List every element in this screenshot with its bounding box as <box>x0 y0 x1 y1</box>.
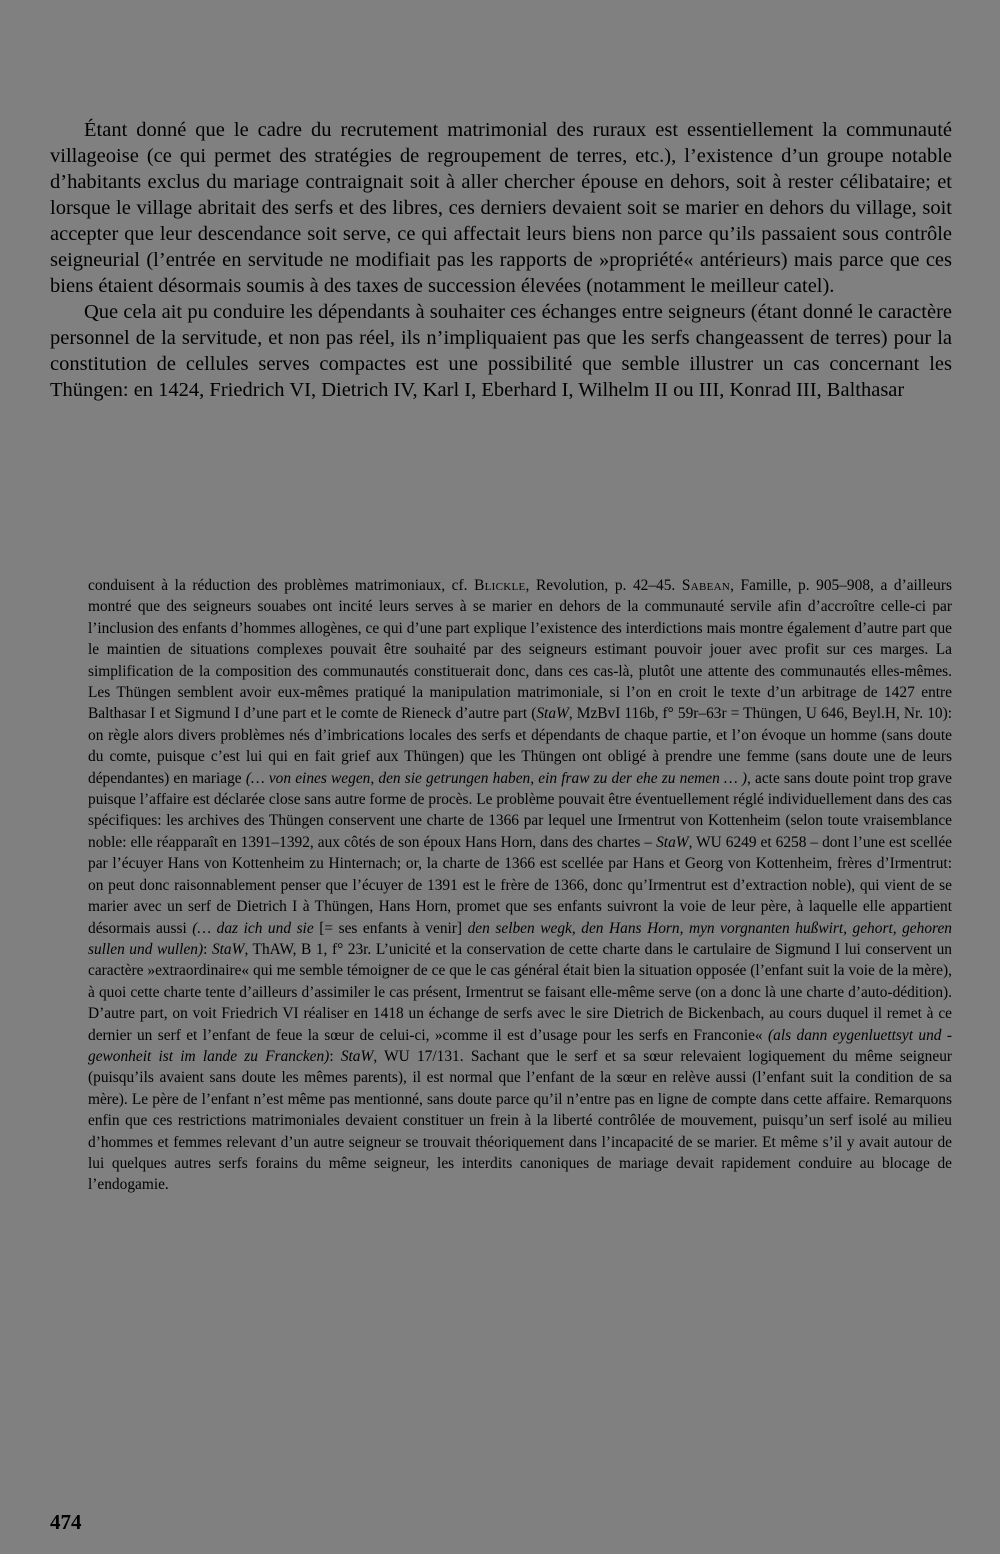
page-number: 474 <box>50 1510 82 1534</box>
footnote-segment: : <box>203 940 212 958</box>
footnote-segment: conduisent à la réduction des problèmes matrimoniaux, cf. <box>88 577 468 594</box>
footnote-segment: , MzBvI 116b, f° 59r–63r = Thüngen, U 646, Beyl.H, Nr. 10): on règle alors divers problèmes nés d’imbrications locales des serfs et dépendants de chaque partie, et l’on évoque un homme (sans doute du comte, puisque c’est lui qui en fait grief aux Thüngen) que les Thüngen ont obligé à prendre une femme (sans doute une de leurs dépendantes) en mariage <box>88 705 952 787</box>
main-paragraph-1: Étant donné que le cadre du recrutement matrimonial des ruraux est essentiellement la communauté villageoise (ce qui permet des stratégies de regroupement de terres, etc.), l’existence d’un groupe notable d’habitants exclus du mariage contraignait soit à aller chercher épouse en dehors, soit à rester célibataire; et lorsque le village abritait des serfs et des libres, ces derniers devaient soit se marier en dehors du village, soit accepter que leur descendance soit serve, ce qui affectait leurs biens non parce qu’ils passaient sous contrôle seigneurial (l’entrée en servitude ne modifiait pas les rapports de »propriété« antérieurs) mais parce que ces biens étaient désormais soumis à des taxes de succession élevées (notamment le meilleur catel). <box>50 119 952 297</box>
author-name: Sabean <box>681 577 731 594</box>
main-paragraph-2: Que cela ait pu conduire les dépendants à souhaiter ces échanges entre seigneurs (étant donné le caractère personnel de la servitude, et non pas réel, ils n’impliquaient pas que les serfs changeassent de terres) pour la constitution de cellules serves compactes est une possibilité que semble illustrer un cas concernant les Thüngen: en 1424, Friedrich VI, Dietrich IV, Karl I, Eberhard I, Wilhelm II ou III, Konrad III, Balthasar <box>50 301 952 401</box>
footnote-segment: : <box>329 1047 341 1065</box>
footnote-segment: , Famille, p. 905–908, a d’ailleurs montré que des seigneurs souabes ont incité leurs serves à se marier en dehors de la communauté servile afin d’accroître celle-ci par l’inclusion des enfants d’hommes allogènes, ce qui d’une part explique l’existence des interdictions mais montre également d’autre part que le maintien de situations complexes pouvait être souhaité par des seigneurs estimant pouvoir jouer avec profit sur ces marges. La simplification de la composition des communautés constituerait donc, dans ces cas-là, plutôt une attente des communautés elles-mêmes. Les Thüngen semblent avoir eux-mêmes pratiqué la manipulation matrimoniale, si l’on en croit le texte d’un arbitrage de 1427 entre Balthasar I et Sigmund I d’une part et le comte de Rieneck d’autre part ( <box>88 577 952 723</box>
quoted-source: (als dann eygenluettsyt und -gewonheit ist im lande zu Francken) <box>88 1026 952 1065</box>
footnote-segment: , ThAW, B 1, f° 23r. L’unicité et la conservation de cette charte dans le cartulaire de Sigmund I lui conservent un caractère »extraordinaire« qui me semble témoigner de ce que le cas général était bien la situation opposée (l’enfant suit la voie de la mère), à quoi cette charte tente d’ailleurs d’assimiler le cas présent, Irmentrut se faisant elle-même serve (on a donc là une charte d’auto-dédition). D’autre part, on voit Friedrich VI réaliser en 1418 un échange de serfs avec le sire Dietrich de Bickenbach, au cours duquel il remet à ce dernier un serf et l’enfant de feue la sœur de celui-ci, »comme il est d’usage pour les serfs en Franconie« <box>88 940 952 1044</box>
archive-abbrev: StaW <box>536 705 569 723</box>
footnote-segment: [= ses enfants à venir] <box>313 919 468 937</box>
quoted-source: (… daz ich und sie <box>192 919 314 937</box>
footnote-segment: , acte sans doute point trop grave puisque l’affaire est déclarée close sans autre forme de procès. Le problème pouvait être éventuellement réglé individuellement dans des cas spécifiques: les archives des Thüngen conservent une charte de 1366 par lequel une Irmentrut von Kottenheim (selon toute vraisemblance noble: elle réapparaît en 1391–1392, aux côtés de son époux Hans Horn, dans des chartes – <box>88 769 952 851</box>
quoted-source: (… von eines wegen, den sie getrungen haben, ein fraw zu der ehe zu nemen … ) <box>245 769 747 787</box>
archive-abbrev: StaW <box>656 833 689 851</box>
footnote-segment: , WU 6249 et 6258 – dont l’une est scellée par l’écuyer Hans von Kottenheim zu Hinternach; or, la charte de 1366 est scellée par Hans et Georg von Kottenheim, frères d’Irmentrut: on peut donc raisonnablement penser que l’écuyer de 1391 est le frère de 1366, donc qu’Irmentrut est d’extraction noble), qui vient de se marier avec un serf de Dietrich I à Thüngen, Hans Horn, promet que ses enfants suivront la voie de leur père, à laquelle elle appartient désormais aussi <box>88 833 952 937</box>
main-text <box>50 117 952 403</box>
archive-abbrev: StaW <box>211 940 245 958</box>
footnote-segment: , WU 17/131. Sachant que le serf et sa sœur relevaient logiquement du même seigneur (puisqu’ils avaient sans doute les mêmes parents), il est normal que l’enfant de la sœur en relève aussi (l’enfant suit la condition de sa mère). Le père de l’enfant n’est même pas mentionné, sans doute parce qu’il n’entre pas en ligne de compte dans cette affaire. Remarquons enfin que ces restrictions matrimoniales devaient constituer un frein à la liberté contrôlée de mouvement, puisqu’un serf isolé au milieu d’hommes et femmes relevant d’un autre seigneur se trouvait théoriquement dans l’incapacité de se marier. Et même s’il y avait autour de lui quelques autres serfs forains du même seigneur, les interdits canoniques de mariage devait rapidement conduire au blocage de l’endogamie. <box>88 1047 953 1194</box>
archive-abbrev: StaW <box>340 1047 374 1065</box>
footnote-block <box>88 575 952 1196</box>
author-name: Blickle <box>474 577 526 594</box>
quoted-source: den selben wegk, den Hans Horn, myn vorgnanten hußwirt, gehort, gehoren sullen und wullen) <box>88 919 952 958</box>
footnote-segment: , Revolution, p. 42–45. <box>525 577 676 594</box>
footnote-text <box>88 575 952 1196</box>
